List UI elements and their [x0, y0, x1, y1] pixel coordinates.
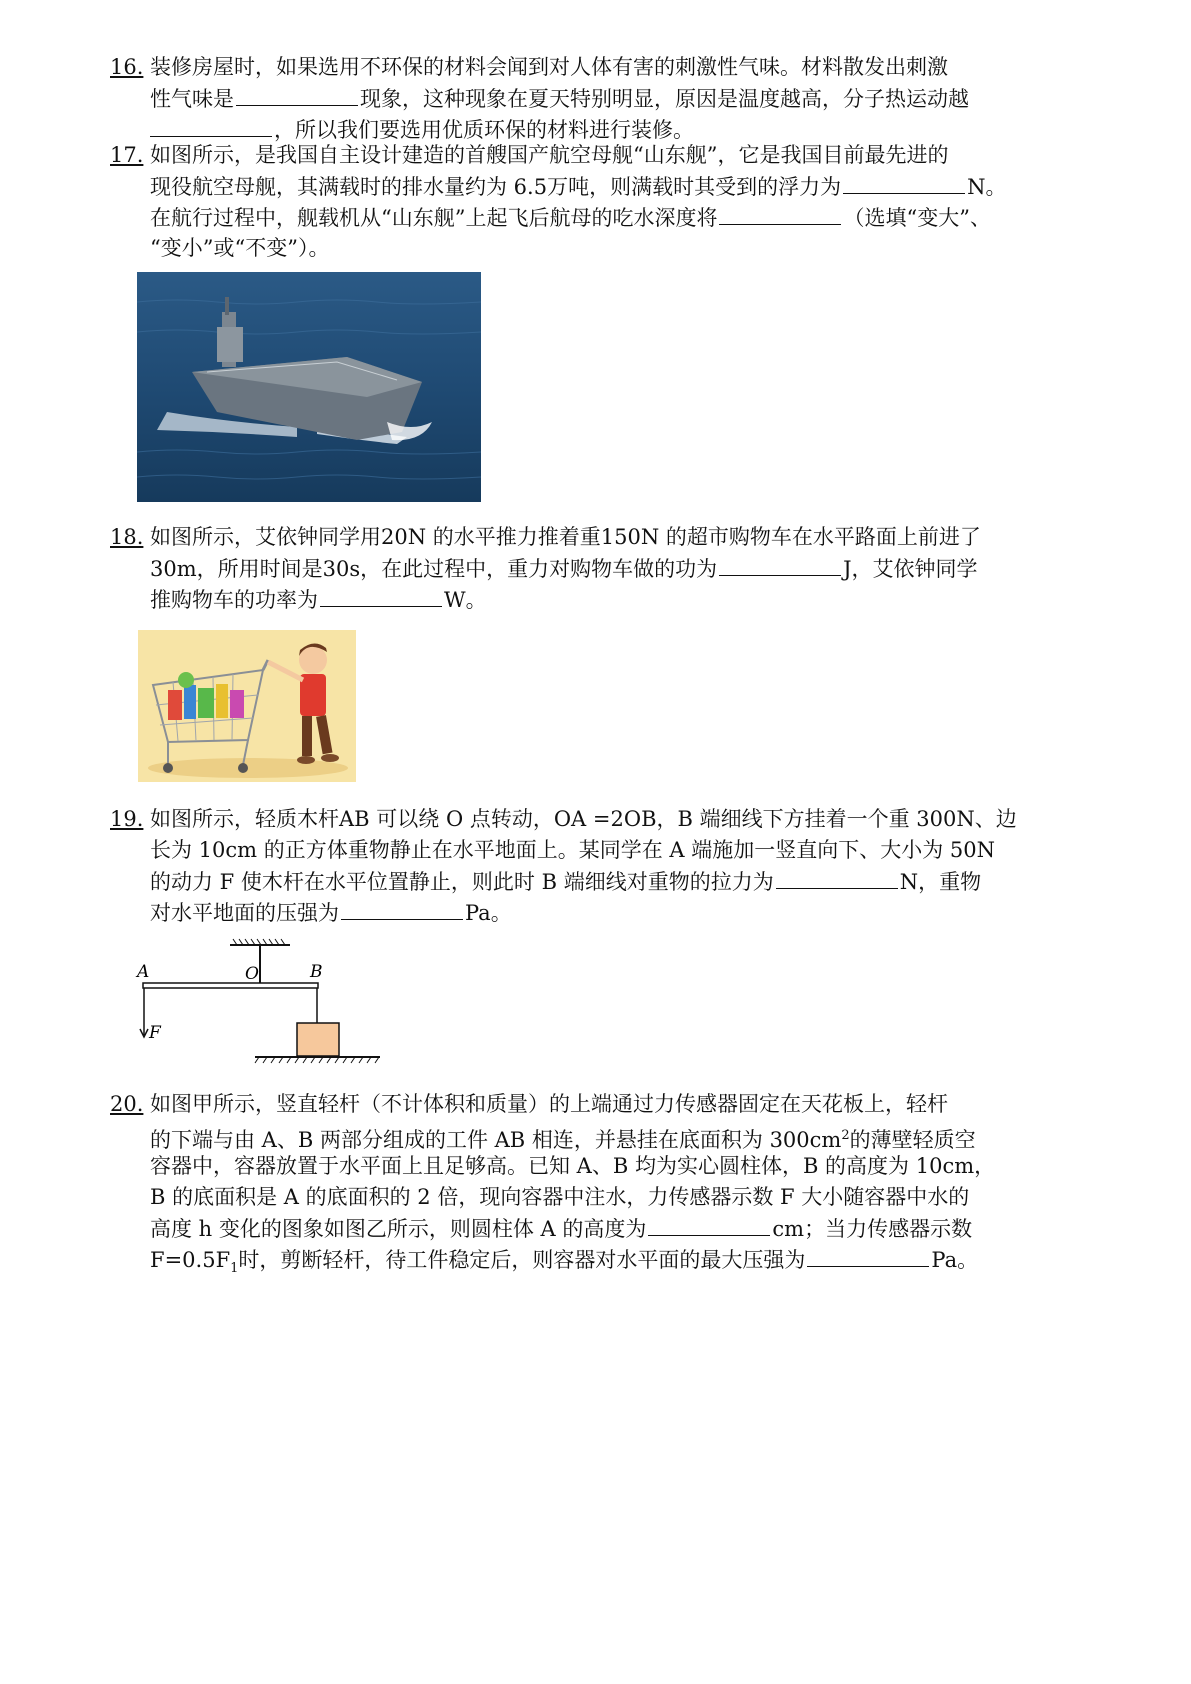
answer-blank[interactable]	[320, 584, 442, 607]
answer-blank[interactable]	[843, 171, 965, 194]
question-line: 高度 h 变化的图象如图乙所示，则圆柱体 A 的高度为 cm；当力传感器示数	[150, 1213, 972, 1245]
question-line: 性气味是 现象，这种现象在夏天特别明显，原因是温度越高，分子热运动越	[150, 83, 969, 115]
question-line: 装修房屋时，如果选用不环保的材料会闻到对人体有害的刺激性气味。材料散发出刺激	[150, 55, 948, 79]
question-line: 对水平地面的压强为 Pa。	[150, 897, 512, 929]
label-a: A	[137, 962, 150, 982]
question-line: 现役航空母舰，其满载时的排水量约为 6.5万吨，则满载时其受到的浮力为 N。	[150, 171, 1006, 203]
question-line: 如图所示，艾依钟同学用20N 的水平推力推着重150N 的超市购物车在水平路面上前进了	[150, 525, 981, 549]
question-number: 16.	[110, 55, 144, 79]
label-f: F	[149, 1023, 161, 1043]
question-line: 如图甲所示，竖直轻杆（不计体积和质量）的上端通过力传感器固定在天花板上，轻杆	[150, 1092, 948, 1116]
answer-blank[interactable]	[719, 202, 841, 225]
question-line: 30m，所用时间是30s，在此过程中，重力对购物车做的功为 J，艾依钟同学	[150, 553, 978, 585]
question-number: 17.	[110, 143, 144, 167]
answer-blank[interactable]	[807, 1244, 929, 1267]
label-b: B	[310, 962, 323, 982]
question-number: 20.	[110, 1092, 144, 1116]
question-line: $F=0.5F_1$时，剪断轻杆，待工件稳定后，则容器对水平面的最大压强为 Pa。	[150, 1244, 978, 1284]
shopping-cart-image	[138, 630, 356, 782]
carrier-photo-icon	[137, 272, 481, 502]
question-number: 19.	[110, 807, 144, 831]
answer-blank[interactable]	[776, 866, 898, 889]
question-line: 如图所示，轻质木杆AB 可以绕 O 点转动，OA =2OB，B 端细线下方挂着一个重 300N、边	[150, 807, 1017, 831]
answer-blank[interactable]	[719, 553, 841, 576]
question-line: “变小”或“不变”）。	[150, 236, 330, 260]
aircraft-carrier-image	[137, 272, 481, 502]
question-line: 的下端与由 A、B 两部分组成的工件 AB 相连，并悬挂在底面积为 $300cm^2$的薄壁轻质空	[150, 1128, 976, 1152]
label-o: O	[245, 964, 259, 984]
question-line: B 的底面积是 A 的底面积的 2 倍，现向容器中注水，力传感器示数 F 大小随容器中水的	[150, 1185, 970, 1209]
question-line: 在航行过程中，舰载机从“山东舰”上起飞后航母的吃水深度将 （选填“变大”、	[150, 202, 991, 234]
answer-blank[interactable]	[648, 1213, 770, 1236]
question-line: 的动力 F 使木杆在水平位置静止，则此时 B 端细线对重物的拉力为 N，重物	[150, 866, 981, 898]
question-line: 容器中，容器放置于水平面上且足够高。已知 A、B 均为实心圆柱体，B 的高度为 10cm，	[150, 1154, 996, 1178]
question-number: 18.	[110, 525, 144, 549]
boy-pushing-cart-icon	[138, 630, 356, 782]
question-line: 如图所示，是我国自主设计建造的首艘国产航空母舰“山东舰”，它是我国目前最先进的	[150, 143, 949, 167]
question-line: ，所以我们要选用优质环保的材料进行装修。	[150, 114, 694, 146]
lever-diagram	[135, 935, 385, 1070]
answer-blank[interactable]	[150, 114, 272, 137]
answer-blank[interactable]	[341, 897, 463, 920]
answer-blank[interactable]	[236, 83, 358, 106]
question-line: 长为 10cm 的正方体重物静止在水平地面上。某同学在 A 端施加一竖直向下、大小为 50N	[150, 838, 996, 862]
question-line: 推购物车的功率为 W。	[150, 584, 487, 616]
